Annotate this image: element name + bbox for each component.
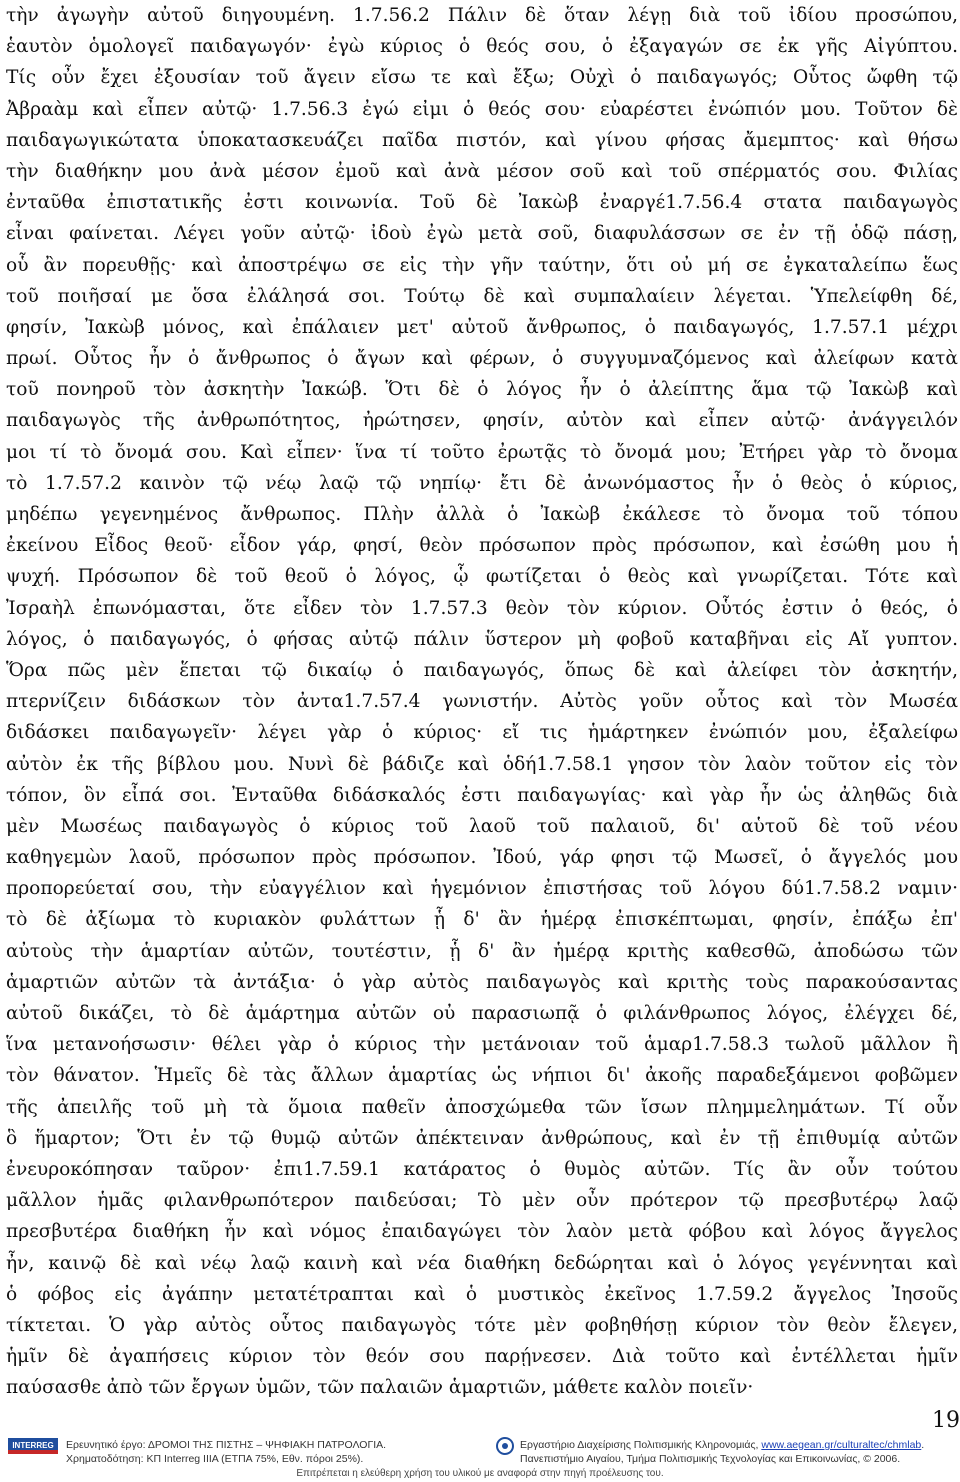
text-line: αὐτοῦ δικάζει, τὸ δὲ ἁμάρτημα αὐτῶν οὐ παρασιωπᾷ ὁ φιλάνθρωπος λόγος, ἐλέγχει δέ, [6, 1003, 958, 1024]
text-line: φησίν, Ἰακὼβ μόνος, καὶ ἐπάλαιεν μετ' αὐτοῦ ἄνθρωπος, ὁ παιδαγωγός, 1.7.57.1 μέχρι [6, 316, 958, 338]
footer-university-line: Πανεπιστήμιο Αιγαίου, Τμήμα Πολιτισμικής Τεχνολογίας και Επικοινωνίας, © 2006. [520, 1453, 901, 1465]
text-line: ἦν, καινῷ δὲ καὶ νέῳ λαῷ καινὴ καὶ νέα διαθήκη δεδώρηται καὶ ὁ λόγος γεγέννηται καὶ [6, 1252, 958, 1274]
page-number: 19 [932, 1408, 960, 1433]
text-line: τοῦ ποιῆσαί με ὅσα ἐλάλησά σοι. Τούτῳ δὲ καὶ συμπαλαίειν λέγεται. Ὑπελείφθη δέ, [6, 285, 958, 307]
text-line: αὐτοὺς τὴν ἁμαρτίαν αὐτῶν, τουτέστιν, ᾗ δ' ἂν ἡμέρᾳ κριτὴς καθεσθῶ, ἀποδώσω τῶν [6, 940, 958, 962]
text-line: αὐτὸν ἐκ τῆς βίβλου μου. Νυνὶ δὲ βάδιζε καὶ ὁδή1.7.58.1 γησον τὸν λαὸν τοῦτον εἰς τὸν [6, 753, 958, 775]
text-line: τὸ 1.7.57.2 καινὸν τῷ νέῳ λαῷ τῷ νηπίῳ· ἔτι δὲ ἀνωνόμαστος ἦν ὁ θεὸς ὁ κύριος, [6, 472, 958, 494]
text-line: καθηγεμὼν λαοῦ, πρόσωπον πρὸς πρόσωπον. Ἰδού, γάρ φησι τῷ Μωσεῖ, ὁ ἄγγελός μου [6, 847, 958, 869]
footer-funding-line: Χρηματοδότηση: ΚΠ Interreg IIIA (ΕΤΠΑ 75%, Εθν. πόροι 25%). [66, 1453, 364, 1465]
text-line: Τίς οὖν ἔχει ἐξουσίαν τοῦ ἄγειν εἴσω τε καὶ ἔξω; Οὐχὶ ὁ παιδαγωγός; Οὗτος ὤφθη τῷ [6, 67, 958, 89]
text-line: ἐνταῦθα ἐπιστατικῆς ἐστι κοινωνία. Τοῦ δὲ Ἰακὼβ ἐναργέ1.7.56.4 στατα παιδαγωγὸς [6, 192, 958, 214]
text-line: τῆς ἀπειλῆς τοῦ μὴ τὰ ὅμοια παθεῖν ἀποσχώμεθα τῶν ἴσων πλημμελημάτων. Τί οὖν [6, 1096, 958, 1118]
text-line: ἁμαρτιῶν αὐτῶν τὰ ἀντάξια· ὁ γὰρ αὐτὸς παιδαγωγὸς καὶ κριτὴς τοὺς παρακούσαντας [6, 971, 958, 993]
footer-lab-info [520, 1438, 924, 1466]
text-line: ἐνευροκόπησαν ταῦρον· ἐπι1.7.59.1 κατάρατος ὁ θυμὸς αὐτῶν. Τίς ἂν οὖν τούτου [6, 1158, 958, 1180]
text-line: ἑαυτὸν ὁμολογεῖ παιδαγωγόν· ἐγὼ κύριος ὁ θεός σου, ὁ ἐξαγαγών σε ἐκ γῆς Αἰγύπτου. [6, 36, 958, 58]
footer-usage-notice: Επιτρέπεται η ελεύθερη χρήση του υλικού με αναφορά στην πηγή προέλευσης του. [296, 1468, 664, 1479]
text-line: μὲν Μωσέως παιδαγωγὸς ὁ κύριος τοῦ λαοῦ τοῦ παλαιοῦ, δι' αὑτοῦ δὲ τοῦ νέου [6, 815, 958, 837]
text-line: τόπον, ὃν εἶπά σοι. Ἐνταῦθα διδάσκαλός ἐστι παιδαγωγίας· καὶ γὰρ ἦν ὡς ἀληθῶς διὰ [6, 784, 958, 806]
text-line: παιδαγωγὸς τῆς ἀνθρωπότητος, ἠρώτησεν, φησίν, αὐτὸν καὶ εἶπεν αὐτῷ· ἀνάγγειλόν [6, 410, 958, 432]
footer-lab-name: Εργαστήριο Διαχείρισης Πολιτισμικής Κληρονομιάς, [520, 1439, 762, 1451]
lab-website-link[interactable]: www.aegean.gr/culturaltec/chmlab [761, 1439, 922, 1451]
text-line: τίκτεται. Ὁ γὰρ αὐτὸς οὗτος παιδαγωγὸς τότε μὲν φοβηθήσῃ κύριον τὸν θεὸν ἔλεγεν, [6, 1314, 958, 1336]
text-line: πρεσβυτέρα διαθήκη ἦν καὶ νόμος ἐπαιδαγώγει τὸν λαὸν μετὰ φόβου καὶ λόγος ἄγγελος [6, 1221, 958, 1243]
text-line: Ἰσραὴλ ἐπωνόμασται, ὅτε εἶδεν τὸν 1.7.57.3 θεὸν τὸν κύριον. Οὗτός ἐστιν ὁ θεός, ὁ [6, 597, 958, 619]
footer [0, 1432, 960, 1482]
text-line: μοι τί τὸ ὄνομά σου. Καὶ εἶπεν· ἵνα τί τοῦτο ἐρωτᾷς τὸ ὄνομά μου; Ἐτήρει γὰρ τὸ ὄνομα [6, 441, 958, 463]
text-line: μᾶλλον ἡμᾶς φιλανθρωπότερον παιδεύσαι; Τὸ μὲν οὖν πρότερον τῷ πρεσβυτέρῳ λαῷ [6, 1190, 958, 1212]
footer-lab-suffix: . [921, 1439, 925, 1451]
text-line: τὸ δὲ ἀξίωμα τὸ κυριακὸν φυλάττων ᾗ δ' ἂν ἡμέρᾳ ἐπισκέπτωμαι, φησίν, ἐπάξω ἐπ' [6, 909, 958, 931]
text-line: τὴν ἀγωγὴν αὐτοῦ διηγουμένη. 1.7.56.2 Πάλιν δὲ ὅταν λέγῃ διὰ τοῦ ἰδίου προσώπου, [6, 5, 958, 26]
text-line: ὁ φόβος εἰς ἀγάπην μετατέτραπται καὶ ὁ μυστικὸς ἐκεῖνος 1.7.59.2 ἄγγελος Ἰησοῦς [6, 1283, 958, 1305]
text-line: τοῦ πονηροῦ τὸν ἀσκητὴν Ἰακώβ. Ὅτι δὲ ὁ λόγος ἦν ὁ ἀλείπτης ἅμα τῷ Ἰακὼβ καὶ [6, 379, 958, 401]
text-line: ἵνα μετανοήσωσιν· θέλει γὰρ ὁ κύριος τὴν μετάνοιαν τοῦ ἁμαρ1.7.58.3 τωλοῦ μᾶλλον ἢ [6, 1034, 958, 1056]
text-line: οὗ ἂν πορευθῇς· καὶ ἀποστρέψω σε εἰς τὴν γῆν ταύτην, ὅτι οὐ μή σε ἐγκαταλείπω ἕως [6, 254, 958, 276]
footer-project-line: Ερευνητικό έργο: ΔΡΟΜΟΙ ΤΗΣ ΠΙΣΤΗΣ – ΨΗΦΙΑΚΗ ΠΑΤΡΟΛΟΓΙΑ. [66, 1439, 387, 1451]
text-line: Ἀβραὰμ καὶ εἶπεν αὐτῷ· 1.7.56.3 ἐγώ εἰμι ὁ θεός σου· εὐαρέστει ἐνώπιόν μου. Τοῦτον δὲ [6, 98, 958, 120]
footer-lab-line [520, 1438, 924, 1452]
text-line: ἡμῖν δὲ ἀγαπήσεις κύριον τὸν θεόν σου παρῄνεσεν. Διὰ τοῦτο καὶ ἐντέλλεται ἡμῖν [6, 1346, 958, 1368]
interreg-logo-icon [8, 1438, 58, 1454]
text-line: ἐκείνου Εἶδος θεοῦ· εἶδον γάρ, φησί, θεὸν πρόσωπον πρὸς πρόσωπον, καὶ ἐσώθη μου ἡ [6, 535, 958, 557]
text-line: Ὅρα πῶς μὲν ἕπεται τῷ δικαίῳ ὁ παιδαγωγός, ὅπως δὲ καὶ ἀλείφει τὸν ἀσκητήν, [6, 659, 958, 681]
text-line: εἶναι φαίνεται. Λέγει γοῦν αὐτῷ· ἰδοὺ ἐγὼ μετὰ σοῦ, διαφυλάσσων σε ἐν τῇ ὁδῷ πάσῃ, [6, 223, 958, 245]
svg-text:INTERREG: INTERREG [12, 1441, 54, 1450]
text-line: πρωί. Οὗτος ἦν ὁ ἄνθρωπος ὁ ἄγων καὶ φέρων, ὁ συγγυμναζόμενος καὶ ἀλείφων κατὰ [6, 348, 958, 370]
university-logo-icon [494, 1436, 516, 1456]
text-line: προπορεύεταί σου, τὴν εὐαγγέλιον καὶ ἡγεμόνιον ἐπιστήσας τοῦ λόγου δύ1.7.58.2 ναμιν· [6, 878, 958, 900]
footer-project-info [66, 1438, 386, 1466]
text-line: μηδέπω γεγενημένος ἄνθρωπος. Πλὴν ἀλλὰ ὁ Ἰακὼβ ἐκάλεσε τὸ ὄνομα τοῦ τόπου [6, 504, 958, 525]
text-line: πτερνίζειν διδάσκων τὸν ἀντα1.7.57.4 γωνιστήν. Αὐτὸς γοῦν οὗτος καὶ τὸν Μωσέα [6, 691, 958, 713]
text-line: τὴν διαθήκην μου ἀνὰ μέσον ἐμοῦ καὶ ἀνὰ μέσον σοῦ καὶ τοῦ σπέρματός σου. Φιλίας [6, 160, 958, 182]
text-line: παύσασθε ἀπὸ τῶν ἔργων ὑμῶν, τῶν παλαιῶν ἁμαρτιῶν, μάθετε καλὸν ποιεῖν· [6, 1377, 754, 1399]
text-line: λόγος, ὁ παιδαγωγός, ὁ φήσας αὐτῷ πάλιν ὕστερον μὴ φοβοῦ καταβῆναι εἰς Αἴ γυπτον. [6, 628, 958, 650]
text-line: τὸν θάνατον. Ἡμεῖς δὲ τὰς ἄλλων ἁμαρτίας ὡς νήπιοι δι' ἀκοῆς παραδεξάμενοι φοβῶμεν [6, 1065, 958, 1087]
text-line: ψυχή. Πρόσωπον δὲ τοῦ θεοῦ ὁ λόγος, ᾧ φωτίζεται ὁ θεὸς καὶ γνωρίζεται. Τότε καὶ [6, 566, 958, 588]
text-line: διδάσκει παιδαγωγεῖν· λέγει γὰρ ὁ κύριος· εἴ τις ἡμάρτηκεν ἐνώπιόν μου, ἐξαλείφω [6, 722, 958, 744]
body-text [6, 0, 958, 1403]
text-line: παιδαγωγικώτατα ὑποκατασκευάζει παῖδα πιστόν, καὶ γίνου φήσας ἄμεμπτος· καὶ θήσω [6, 129, 958, 151]
text-line: ὃ ἥμαρτον; Ὅτι ἐν τῷ θυμῷ αὐτῶν ἀπέκτειναν ἀνθρώπους, καὶ ἐν τῇ ἐπιθυμίᾳ αὐτῶν [6, 1127, 958, 1149]
